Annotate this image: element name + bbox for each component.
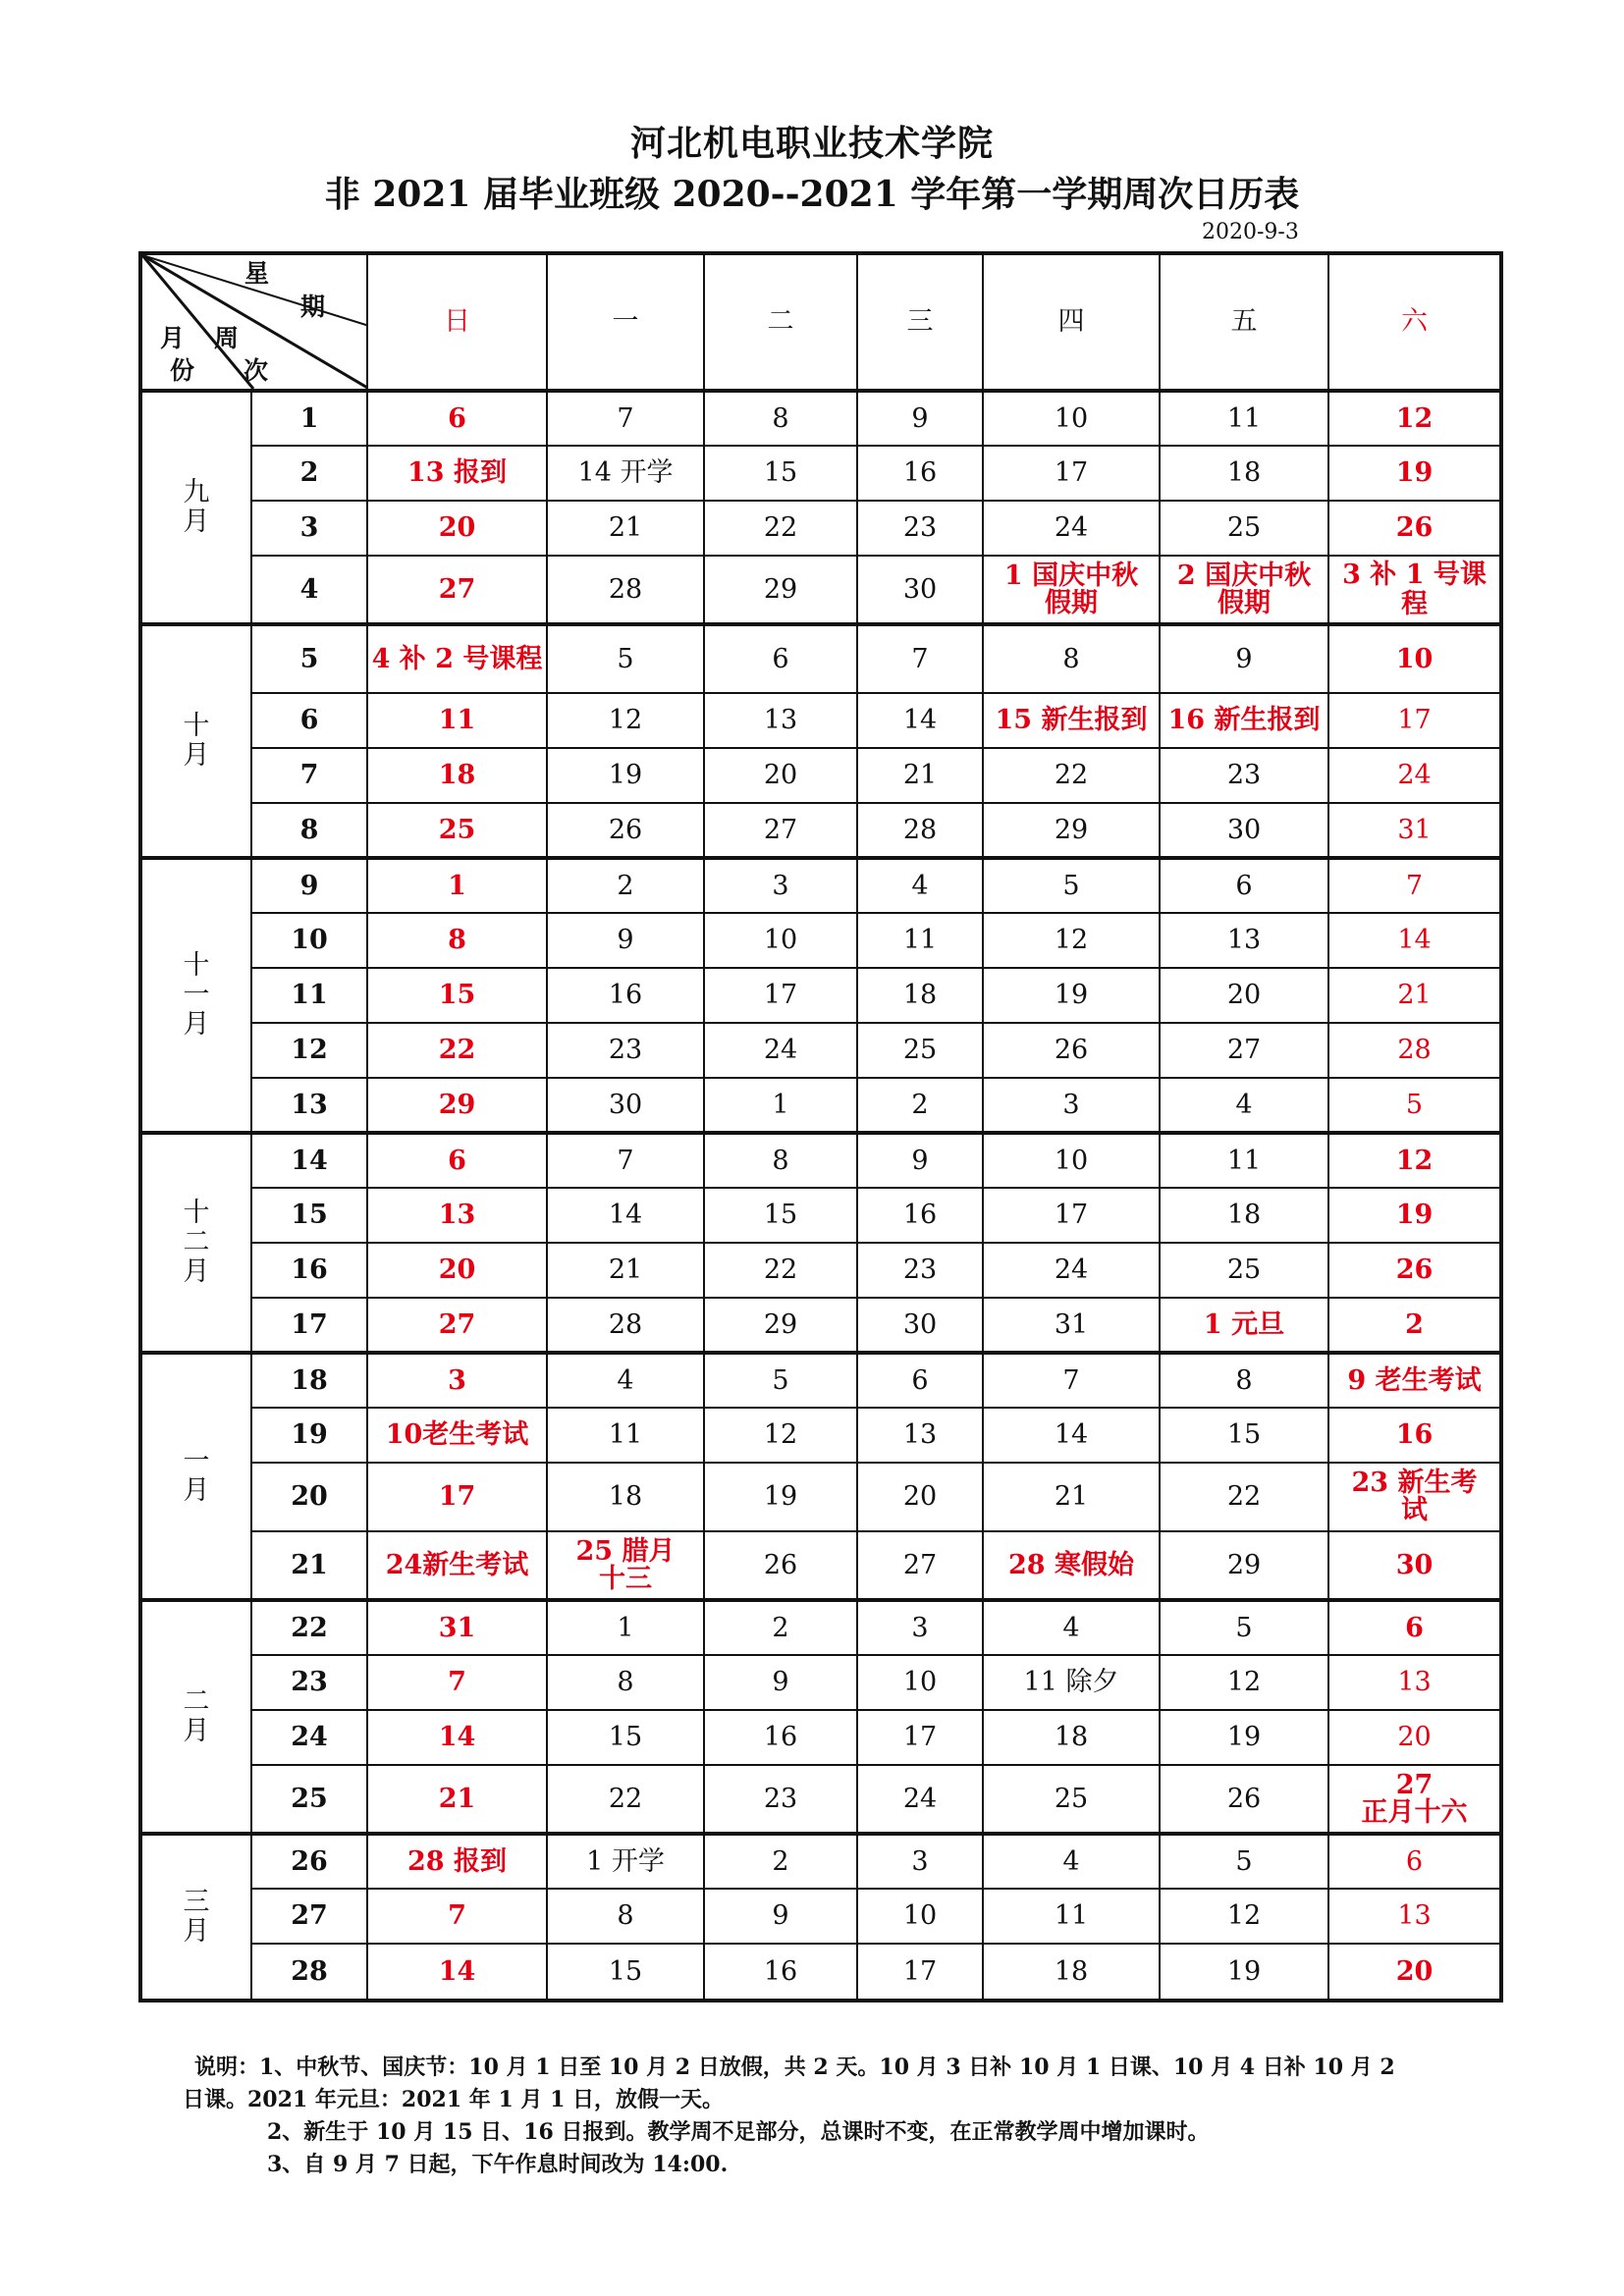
day-cell: 25 bbox=[857, 1023, 983, 1078]
day-cell: 18 bbox=[1160, 446, 1328, 501]
day-cell: 26 bbox=[983, 1023, 1160, 1078]
week-number: 9 bbox=[251, 858, 367, 913]
day-cell: 13 bbox=[1328, 1889, 1501, 1944]
day-cell: 20 bbox=[1328, 1710, 1501, 1765]
day-cell: 2 bbox=[704, 1600, 857, 1655]
day-cell: 17 bbox=[1328, 693, 1501, 748]
day-cell: 23 bbox=[857, 501, 983, 556]
day-cell: 17 bbox=[857, 1710, 983, 1765]
day-cell: 1 国庆中秋 假期 bbox=[983, 556, 1160, 624]
month-label: 三 月 bbox=[140, 1834, 251, 2001]
day-cell: 2 国庆中秋 假期 bbox=[1160, 556, 1328, 624]
day-cell: 19 bbox=[704, 1463, 857, 1531]
day-cell: 15 bbox=[1160, 1408, 1328, 1463]
day-cell: 21 bbox=[547, 1243, 704, 1298]
day-cell: 19 bbox=[1160, 1710, 1328, 1765]
day-cell: 10 bbox=[857, 1889, 983, 1944]
week-row bbox=[140, 556, 1501, 624]
day-cell: 7 bbox=[857, 624, 983, 693]
day-cell: 15 bbox=[704, 1188, 857, 1243]
day-cell: 7 bbox=[983, 1353, 1160, 1408]
day-cell: 12 bbox=[1160, 1655, 1328, 1710]
day-cell: 9 bbox=[704, 1889, 857, 1944]
day-cell: 23 bbox=[704, 1765, 857, 1834]
day-cell: 14 bbox=[367, 1710, 547, 1765]
week-number: 15 bbox=[251, 1188, 367, 1243]
day-cell: 1 bbox=[704, 1078, 857, 1133]
day-header-fri: 五 bbox=[1160, 253, 1328, 391]
week-number: 5 bbox=[251, 624, 367, 693]
day-cell: 5 bbox=[704, 1353, 857, 1408]
day-cell: 13 报到 bbox=[367, 446, 547, 501]
day-cell: 24 bbox=[983, 501, 1160, 556]
day-header-wed: 三 bbox=[857, 253, 983, 391]
week-row bbox=[140, 1243, 1501, 1298]
week-row bbox=[140, 1834, 1501, 1889]
day-cell: 6 bbox=[704, 624, 857, 693]
day-cell: 11 bbox=[983, 1889, 1160, 1944]
day-cell: 25 bbox=[367, 803, 547, 858]
day-cell: 24新生考试 bbox=[367, 1531, 547, 1600]
day-cell: 22 bbox=[367, 1023, 547, 1078]
day-cell: 19 bbox=[983, 968, 1160, 1023]
day-cell: 17 bbox=[983, 446, 1160, 501]
corner-label-fen: 份 bbox=[170, 356, 195, 385]
day-cell: 8 bbox=[547, 1889, 704, 1944]
day-cell: 21 bbox=[1328, 968, 1501, 1023]
day-cell: 28 bbox=[547, 1298, 704, 1353]
day-cell: 11 bbox=[367, 693, 547, 748]
week-number: 10 bbox=[251, 913, 367, 968]
week-row bbox=[140, 624, 1501, 693]
week-number: 7 bbox=[251, 748, 367, 803]
week-row bbox=[140, 1889, 1501, 1944]
week-row bbox=[140, 1944, 1501, 2001]
day-cell: 15 bbox=[547, 1944, 704, 2001]
day-cell: 19 bbox=[1328, 446, 1501, 501]
day-header-tue: 二 bbox=[704, 253, 857, 391]
day-cell: 18 bbox=[1160, 1188, 1328, 1243]
day-cell: 29 bbox=[704, 1298, 857, 1353]
day-cell: 11 bbox=[547, 1408, 704, 1463]
day-cell: 29 bbox=[1160, 1531, 1328, 1600]
day-cell: 6 bbox=[1328, 1600, 1501, 1655]
day-cell: 17 bbox=[983, 1188, 1160, 1243]
day-cell: 9 bbox=[857, 1133, 983, 1188]
week-row bbox=[140, 748, 1501, 803]
corner-label-ci: 次 bbox=[244, 356, 269, 385]
week-number: 11 bbox=[251, 968, 367, 1023]
week-number: 28 bbox=[251, 1944, 367, 2001]
day-cell: 16 bbox=[1328, 1408, 1501, 1463]
day-cell: 5 bbox=[547, 624, 704, 693]
day-cell: 24 bbox=[1328, 748, 1501, 803]
day-cell: 22 bbox=[704, 1243, 857, 1298]
day-cell: 11 bbox=[1160, 391, 1328, 446]
day-cell: 3 bbox=[983, 1078, 1160, 1133]
day-cell: 23 新生考 试 bbox=[1328, 1463, 1501, 1531]
week-number: 22 bbox=[251, 1600, 367, 1655]
day-cell: 14 bbox=[857, 693, 983, 748]
day-cell: 27 bbox=[367, 556, 547, 624]
day-cell: 14 开学 bbox=[547, 446, 704, 501]
day-cell: 11 除夕 bbox=[983, 1655, 1160, 1710]
week-number: 18 bbox=[251, 1353, 367, 1408]
week-row bbox=[140, 1655, 1501, 1710]
day-cell: 2 bbox=[1328, 1298, 1501, 1353]
day-cell: 21 bbox=[547, 501, 704, 556]
week-row bbox=[140, 1463, 1501, 1531]
day-cell: 20 bbox=[1160, 968, 1328, 1023]
week-number: 8 bbox=[251, 803, 367, 858]
note-line-1: 说明：1、中秋节、国庆节：10 月 1 日至 10 月 2 日放假，共 2 天。10 月 3 日补 10 月 1 日课、10 月 4 日补 10 月 2 bbox=[194, 2055, 1395, 2080]
day-cell: 3 bbox=[704, 858, 857, 913]
day-cell: 3 bbox=[367, 1353, 547, 1408]
day-cell: 28 报到 bbox=[367, 1834, 547, 1889]
day-cell: 15 bbox=[547, 1710, 704, 1765]
day-cell: 14 bbox=[367, 1944, 547, 2001]
day-header-mon: 一 bbox=[547, 253, 704, 391]
day-cell: 9 老生考试 bbox=[1328, 1353, 1501, 1408]
day-cell: 2 bbox=[704, 1834, 857, 1889]
day-cell: 28 寒假始 bbox=[983, 1531, 1160, 1600]
day-cell: 26 bbox=[704, 1531, 857, 1600]
day-cell: 18 bbox=[983, 1944, 1160, 2001]
week-number: 20 bbox=[251, 1463, 367, 1531]
corner-label-star: 星 bbox=[244, 259, 270, 288]
day-cell: 23 bbox=[1160, 748, 1328, 803]
week-number: 27 bbox=[251, 1889, 367, 1944]
day-cell: 9 bbox=[1160, 624, 1328, 693]
day-cell: 22 bbox=[547, 1765, 704, 1834]
day-cell: 7 bbox=[367, 1889, 547, 1944]
day-cell: 2 bbox=[547, 858, 704, 913]
day-cell: 31 bbox=[1328, 803, 1501, 858]
week-row bbox=[140, 858, 1501, 913]
day-cell: 11 bbox=[857, 913, 983, 968]
day-cell: 25 腊月 十三 bbox=[547, 1531, 704, 1600]
day-cell: 15 bbox=[704, 446, 857, 501]
day-cell: 16 bbox=[857, 1188, 983, 1243]
day-cell: 4 bbox=[547, 1353, 704, 1408]
day-cell: 14 bbox=[547, 1188, 704, 1243]
week-row bbox=[140, 1765, 1501, 1834]
day-cell: 24 bbox=[704, 1023, 857, 1078]
day-cell: 24 bbox=[857, 1765, 983, 1834]
week-row bbox=[140, 1600, 1501, 1655]
day-cell: 6 bbox=[1160, 858, 1328, 913]
day-cell: 16 bbox=[547, 968, 704, 1023]
day-cell: 4 bbox=[983, 1834, 1160, 1889]
day-cell: 6 bbox=[1328, 1834, 1501, 1889]
week-number: 6 bbox=[251, 693, 367, 748]
week-number: 12 bbox=[251, 1023, 367, 1078]
day-cell: 22 bbox=[704, 501, 857, 556]
day-cell: 27 bbox=[1160, 1023, 1328, 1078]
day-cell: 20 bbox=[857, 1463, 983, 1531]
day-cell: 5 bbox=[983, 858, 1160, 913]
day-cell: 26 bbox=[547, 803, 704, 858]
day-cell: 18 bbox=[367, 748, 547, 803]
day-cell: 18 bbox=[857, 968, 983, 1023]
day-cell: 20 bbox=[704, 748, 857, 803]
corner-label-zhou: 周 bbox=[214, 324, 240, 352]
day-cell: 16 bbox=[857, 446, 983, 501]
day-cell: 5 bbox=[1160, 1834, 1328, 1889]
day-cell: 28 bbox=[547, 556, 704, 624]
day-cell: 17 bbox=[367, 1463, 547, 1531]
day-cell: 24 bbox=[983, 1243, 1160, 1298]
week-row bbox=[140, 1188, 1501, 1243]
week-row bbox=[140, 1408, 1501, 1463]
day-cell: 8 bbox=[704, 1133, 857, 1188]
calendar-body bbox=[140, 391, 1501, 2001]
month-label: 十 二 月 bbox=[140, 1133, 251, 1353]
day-cell: 19 bbox=[1160, 1944, 1328, 2001]
notes bbox=[183, 2052, 1471, 2181]
day-cell: 23 bbox=[547, 1023, 704, 1078]
day-cell: 5 bbox=[1328, 1078, 1501, 1133]
month-label: 一 月 bbox=[140, 1353, 251, 1600]
day-cell: 17 bbox=[704, 968, 857, 1023]
day-cell: 16 bbox=[704, 1944, 857, 2001]
month-label: 十 月 bbox=[140, 624, 251, 858]
month-label: 九 月 bbox=[140, 391, 251, 624]
day-cell: 8 bbox=[983, 624, 1160, 693]
day-cell: 10 bbox=[857, 1655, 983, 1710]
month-label: 二 月 bbox=[140, 1600, 251, 1834]
week-number: 23 bbox=[251, 1655, 367, 1710]
day-cell: 16 新生报到 bbox=[1160, 693, 1328, 748]
issue-date: 2020-9-3 bbox=[1202, 220, 1299, 244]
week-number: 2 bbox=[251, 446, 367, 501]
day-cell: 25 bbox=[1160, 1243, 1328, 1298]
day-cell: 10 bbox=[983, 1133, 1160, 1188]
day-cell: 22 bbox=[1160, 1463, 1328, 1531]
page-subtitle: 非 2021 届毕业班级 2020--2021 学年第一学期周次日历表 bbox=[324, 174, 1300, 215]
day-cell: 14 bbox=[983, 1408, 1160, 1463]
day-cell: 30 bbox=[857, 556, 983, 624]
week-number: 21 bbox=[251, 1531, 367, 1600]
day-cell: 10 bbox=[704, 913, 857, 968]
day-cell: 1 开学 bbox=[547, 1834, 704, 1889]
day-cell: 12 bbox=[704, 1408, 857, 1463]
day-cell: 20 bbox=[367, 1243, 547, 1298]
day-cell: 12 bbox=[1328, 391, 1501, 446]
week-row bbox=[140, 1353, 1501, 1408]
day-cell: 11 bbox=[1160, 1133, 1328, 1188]
week-number: 3 bbox=[251, 501, 367, 556]
day-cell: 28 bbox=[1328, 1023, 1501, 1078]
day-cell: 12 bbox=[547, 693, 704, 748]
day-cell: 3 bbox=[857, 1600, 983, 1655]
week-row bbox=[140, 1531, 1501, 1600]
note-line-1-cont: 日课。2021 年元旦：2021 年 1 月 1 日，放假一天。 bbox=[183, 2087, 725, 2112]
day-cell: 20 bbox=[367, 501, 547, 556]
week-number: 25 bbox=[251, 1765, 367, 1834]
day-cell: 8 bbox=[704, 391, 857, 446]
day-cell: 7 bbox=[1328, 858, 1501, 913]
week-number: 24 bbox=[251, 1710, 367, 1765]
day-cell: 21 bbox=[857, 748, 983, 803]
day-cell: 27 bbox=[857, 1531, 983, 1600]
day-cell: 8 bbox=[547, 1655, 704, 1710]
day-header-thu: 四 bbox=[983, 253, 1160, 391]
week-row bbox=[140, 693, 1501, 748]
day-cell: 21 bbox=[983, 1463, 1160, 1531]
day-cell: 10 bbox=[983, 391, 1160, 446]
day-cell: 12 bbox=[1160, 1889, 1328, 1944]
week-number: 4 bbox=[251, 556, 367, 624]
day-cell: 26 bbox=[1328, 501, 1501, 556]
day-cell: 4 bbox=[983, 1600, 1160, 1655]
day-cell: 30 bbox=[1160, 803, 1328, 858]
corner-label-yue: 月 bbox=[160, 324, 186, 352]
day-cell: 31 bbox=[983, 1298, 1160, 1353]
week-number: 26 bbox=[251, 1834, 367, 1889]
day-cell: 27 bbox=[704, 803, 857, 858]
day-cell: 27 正月十六 bbox=[1328, 1765, 1501, 1834]
day-cell: 30 bbox=[857, 1298, 983, 1353]
day-cell: 2 bbox=[857, 1078, 983, 1133]
day-cell: 30 bbox=[1328, 1531, 1501, 1600]
corner-header bbox=[140, 253, 367, 391]
month-label: 十 一 月 bbox=[140, 858, 251, 1133]
day-cell: 27 bbox=[367, 1298, 547, 1353]
note-line-3: 3、自 9 月 7 日起，下午作息时间改为 14:00. bbox=[267, 2152, 729, 2177]
week-number: 1 bbox=[251, 391, 367, 446]
day-cell: 18 bbox=[547, 1463, 704, 1531]
day-header-sat: 六 bbox=[1328, 253, 1501, 391]
day-cell: 15 bbox=[367, 968, 547, 1023]
day-cell: 8 bbox=[1160, 1353, 1328, 1408]
day-cell: 28 bbox=[857, 803, 983, 858]
day-cell: 29 bbox=[983, 803, 1160, 858]
day-cell: 3 bbox=[857, 1834, 983, 1889]
day-cell: 10老生考试 bbox=[367, 1408, 547, 1463]
day-cell: 18 bbox=[983, 1710, 1160, 1765]
week-number: 14 bbox=[251, 1133, 367, 1188]
day-cell: 6 bbox=[367, 391, 547, 446]
week-number: 13 bbox=[251, 1078, 367, 1133]
note-line-2: 2、新生于 10 月 15 日、16 日报到。教学周不足部分，总课时不变，在正常教学周中增加课时。 bbox=[267, 2119, 1210, 2145]
day-cell: 23 bbox=[857, 1243, 983, 1298]
day-cell: 13 bbox=[367, 1188, 547, 1243]
day-cell: 9 bbox=[857, 391, 983, 446]
week-row bbox=[140, 1133, 1501, 1188]
week-number: 16 bbox=[251, 1243, 367, 1298]
day-cell: 7 bbox=[547, 1133, 704, 1188]
week-row bbox=[140, 1078, 1501, 1133]
day-cell: 14 bbox=[1328, 913, 1501, 968]
week-row bbox=[140, 501, 1501, 556]
day-cell: 7 bbox=[547, 391, 704, 446]
day-cell: 1 bbox=[367, 858, 547, 913]
week-row bbox=[140, 968, 1501, 1023]
day-cell: 4 补 2 号课程 bbox=[367, 624, 547, 693]
day-cell: 25 bbox=[983, 1765, 1160, 1834]
day-cell: 13 bbox=[704, 693, 857, 748]
calendar-table bbox=[138, 251, 1503, 2002]
day-cell: 13 bbox=[1328, 1655, 1501, 1710]
day-cell: 3 补 1 号课程 bbox=[1328, 556, 1501, 624]
day-cell: 16 bbox=[704, 1710, 857, 1765]
day-cell: 31 bbox=[367, 1600, 547, 1655]
day-cell: 30 bbox=[547, 1078, 704, 1133]
day-cell: 17 bbox=[857, 1944, 983, 2001]
week-row bbox=[140, 1023, 1501, 1078]
week-number: 17 bbox=[251, 1298, 367, 1353]
week-row bbox=[140, 913, 1501, 968]
day-cell: 9 bbox=[704, 1655, 857, 1710]
day-cell: 20 bbox=[1328, 1944, 1501, 2001]
day-cell: 26 bbox=[1328, 1243, 1501, 1298]
day-cell: 8 bbox=[367, 913, 547, 968]
day-cell: 29 bbox=[367, 1078, 547, 1133]
day-cell: 22 bbox=[983, 748, 1160, 803]
week-row bbox=[140, 1710, 1501, 1765]
week-row bbox=[140, 446, 1501, 501]
day-cell: 9 bbox=[547, 913, 704, 968]
day-cell: 21 bbox=[367, 1765, 547, 1834]
day-cell: 5 bbox=[1160, 1600, 1328, 1655]
day-cell: 6 bbox=[857, 1353, 983, 1408]
day-cell: 4 bbox=[1160, 1078, 1328, 1133]
week-row bbox=[140, 391, 1501, 446]
day-cell: 7 bbox=[367, 1655, 547, 1710]
day-cell: 29 bbox=[704, 556, 857, 624]
page-title: 河北机电职业技术学院 bbox=[629, 123, 994, 164]
day-header-sun: 日 bbox=[367, 253, 547, 391]
day-cell: 12 bbox=[983, 913, 1160, 968]
week-row bbox=[140, 803, 1501, 858]
day-cell: 15 新生报到 bbox=[983, 693, 1160, 748]
day-cell: 26 bbox=[1160, 1765, 1328, 1834]
day-cell: 10 bbox=[1328, 624, 1501, 693]
day-cell: 4 bbox=[857, 858, 983, 913]
corner-label-qi: 期 bbox=[300, 293, 326, 321]
week-number: 19 bbox=[251, 1408, 367, 1463]
day-cell: 19 bbox=[547, 748, 704, 803]
day-cell: 6 bbox=[367, 1133, 547, 1188]
day-cell: 1 元旦 bbox=[1160, 1298, 1328, 1353]
day-cell: 13 bbox=[857, 1408, 983, 1463]
day-cell: 1 bbox=[547, 1600, 704, 1655]
week-row bbox=[140, 1298, 1501, 1353]
day-cell: 12 bbox=[1328, 1133, 1501, 1188]
day-cell: 19 bbox=[1328, 1188, 1501, 1243]
day-cell: 25 bbox=[1160, 501, 1328, 556]
day-cell: 13 bbox=[1160, 913, 1328, 968]
